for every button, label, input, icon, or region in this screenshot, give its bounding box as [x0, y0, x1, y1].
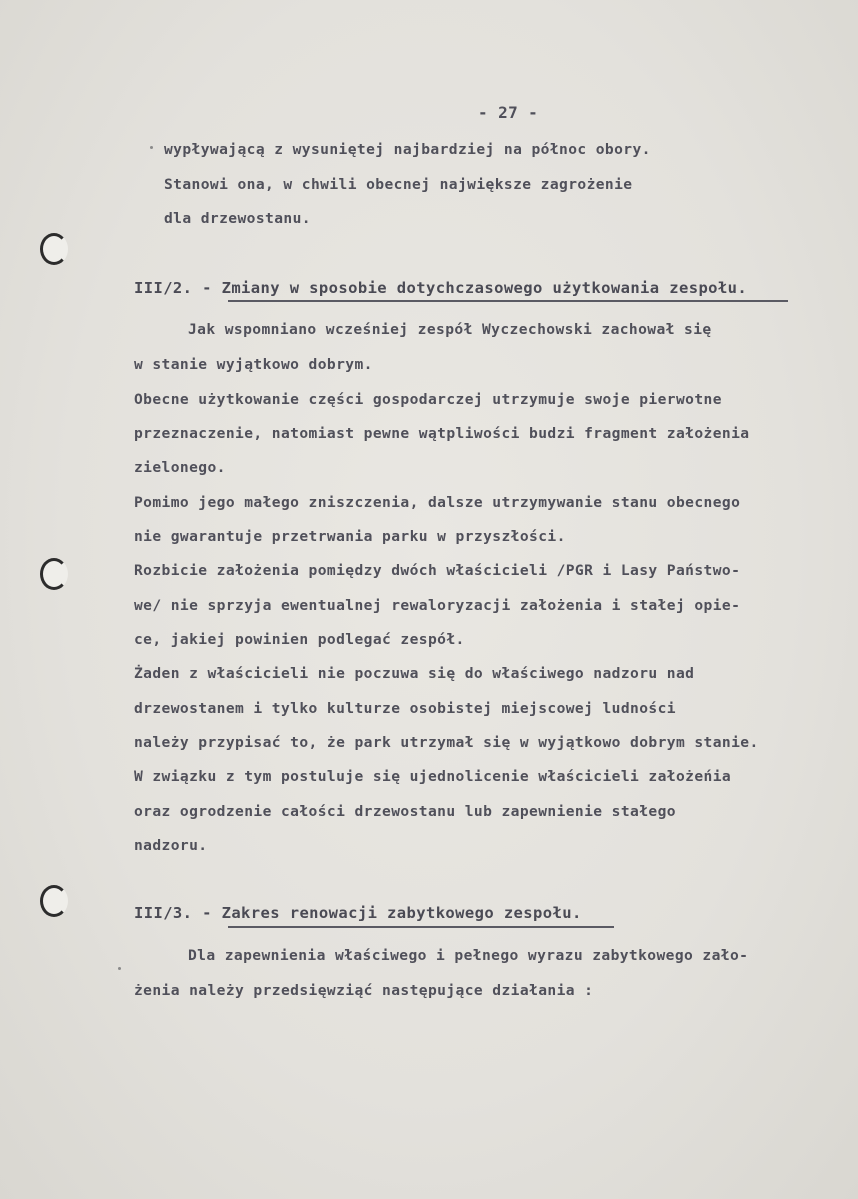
text-line: zielonego. — [134, 459, 226, 476]
text-line: ce, jakiej powinien podlegać zespół. — [134, 631, 465, 648]
text-line: W związku z tym postuluje się ujednolicenie właścicieli założeńia — [134, 768, 732, 785]
section-3-title: Zakres renowacji zabytkowego zespołu. — [221, 904, 582, 922]
section-3-underline — [228, 926, 614, 928]
text-line: żenia należy przedsięwziąć następujące działania : — [134, 982, 594, 999]
section-3-heading — [134, 903, 582, 923]
text-line: Żaden z właścicieli nie poczuwa się do właściwego nadzoru nad — [134, 665, 695, 682]
text-line: dla drzewostanu. — [164, 210, 311, 227]
section-2-underline — [228, 300, 788, 302]
text-line: we/ nie sprzyja ewentualnej rewaloryzacji założenia i stałej opie- — [134, 597, 741, 614]
paper-speck — [150, 146, 153, 149]
text-line: Pomimo jego małego zniszczenia, dalsze utrzymywanie stanu obecnego — [134, 494, 741, 511]
section-2-title: Zmiany w sposobie dotychczasowego użytkowania zespołu. — [221, 279, 748, 297]
text-line: Obecne użytkowanie części gospodarczej utrzymuje swoje pierwotne — [134, 391, 722, 408]
text-line: Jak wspomniano wcześniej zespół Wyczechowski zachował się — [188, 321, 712, 338]
text-line: oraz ogrodzenie całości drzewostanu lub zapewnienie stałego — [134, 803, 676, 820]
text-line: nadzoru. — [134, 837, 208, 854]
page-number: - 27 - — [478, 103, 539, 122]
text-line: należy przypisać to, że park utrzymał się w wyjątkowo dobrym stanie. — [134, 734, 759, 751]
text-line: Dla zapewnienia właściwego i pełnego wyrazu zabytkowego zało- — [188, 947, 749, 964]
text-line: wypływającą z wysuniętej najbardziej na północ obory. — [164, 141, 651, 158]
text-line: Rozbicie założenia pomiędzy dwóch właścicieli /PGR i Lasy Państwo- — [134, 562, 741, 579]
text-line: drzewostanem i tylko kulturze osobistej miejscowej ludności — [134, 700, 676, 717]
text-line: przeznaczenie, natomiast pewne wątpliwości budzi fragment założenia — [134, 425, 750, 442]
section-3-number: III/3. - — [134, 904, 212, 922]
text-line: w stanie wyjątkowo dobrym. — [134, 356, 373, 373]
punch-hole-top — [40, 233, 68, 265]
text-line: Stanowi ona, w chwili obecnej największe zagrożenie — [164, 176, 633, 193]
section-2-heading — [134, 278, 747, 298]
punch-hole-bottom — [40, 885, 68, 917]
punch-hole-middle — [40, 558, 68, 590]
section-2-number: III/2. - — [134, 279, 212, 297]
paper-speck — [118, 967, 121, 970]
text-line: nie gwarantuje przetrwania parku w przyszłości. — [134, 528, 566, 545]
